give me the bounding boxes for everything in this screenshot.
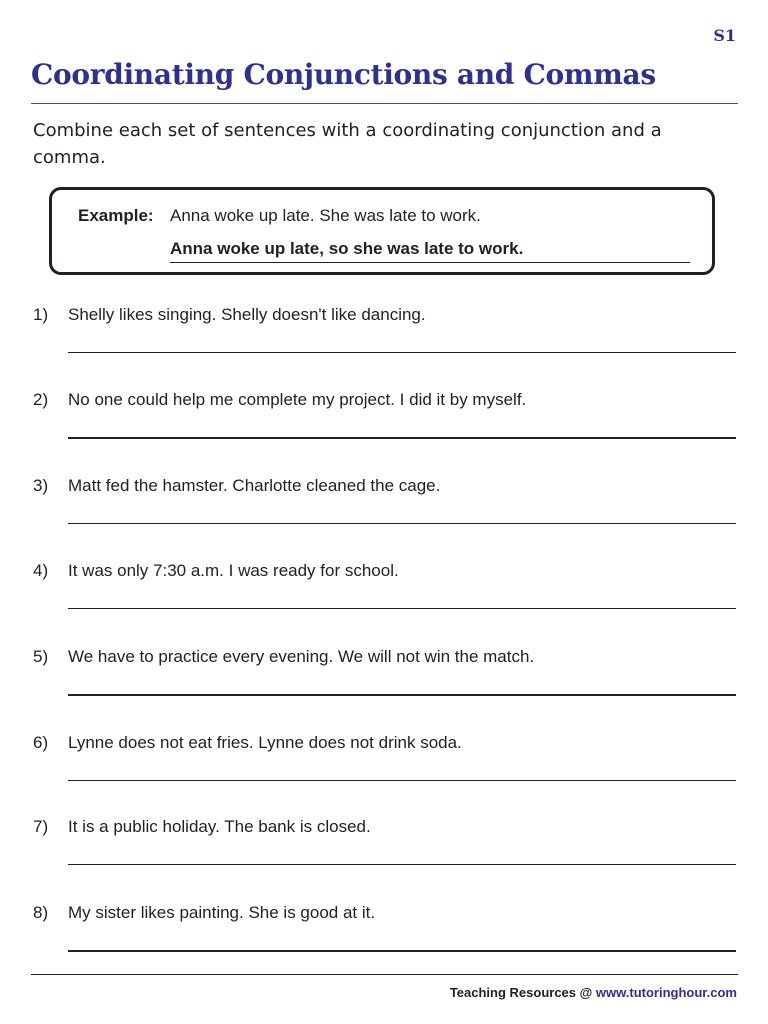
instructions: Combine each set of sentences with a coordinating conjunction and a comma. — [33, 120, 662, 168]
question-text: Matt fed the hamster. Charlotte cleaned the cage. — [68, 476, 441, 495]
question-text: Lynne does not eat fries. Lynne does not drink soda. — [68, 733, 462, 752]
answer-line[interactable] — [68, 780, 736, 781]
example-box — [49, 187, 715, 275]
answer-line[interactable] — [68, 437, 736, 439]
question-number: 6) — [33, 733, 49, 752]
question-text: No one could help me complete my project. I did it by myself. — [68, 390, 527, 409]
example-sentence: Anna woke up late. She was late to work. — [170, 206, 481, 225]
question-number: 7) — [33, 817, 49, 836]
question-text: Shelly likes singing. Shelly doesn't like dancing. — [68, 305, 426, 324]
question-number: 5) — [33, 647, 49, 666]
question-text: It was only 7:30 a.m. I was ready for school. — [68, 561, 399, 580]
question-item — [33, 561, 738, 631]
question-text: My sister likes painting. She is good at it. — [68, 903, 376, 922]
question-text: It is a public holiday. The bank is closed. — [68, 817, 371, 836]
answer-line[interactable] — [68, 352, 736, 353]
answer-line[interactable] — [68, 523, 736, 524]
question-number: 8) — [33, 903, 49, 922]
question-item — [33, 903, 738, 973]
example-answer-line — [170, 262, 690, 263]
title-divider — [31, 103, 738, 104]
question-item — [33, 390, 738, 460]
answer-line[interactable] — [68, 950, 736, 952]
sheet-code: S1 — [713, 26, 736, 45]
footer-site-link[interactable]: www.tutoringhour.com — [595, 985, 737, 1000]
answer-line[interactable] — [68, 864, 736, 865]
question-text: We have to practice every evening. We will not win the match. — [68, 647, 535, 666]
question-item — [33, 476, 738, 546]
example-answer: Anna woke up late, so she was late to work. — [170, 239, 524, 258]
footer-divider — [31, 974, 738, 975]
question-item — [33, 817, 738, 887]
footer-prefix: Teaching Resources @ — [449, 985, 596, 1000]
question-item — [33, 647, 738, 717]
question-item — [33, 305, 738, 375]
question-number: 3) — [33, 476, 49, 495]
question-item — [33, 733, 738, 803]
answer-line[interactable] — [68, 608, 736, 609]
question-number: 1) — [33, 305, 49, 324]
answer-line[interactable] — [68, 694, 736, 696]
example-label: Example: — [78, 206, 154, 225]
question-number: 2) — [33, 390, 49, 409]
page-title: Coordinating Conjunctions and Commas — [31, 58, 656, 91]
footer — [450, 985, 737, 1000]
question-number: 4) — [33, 561, 49, 580]
